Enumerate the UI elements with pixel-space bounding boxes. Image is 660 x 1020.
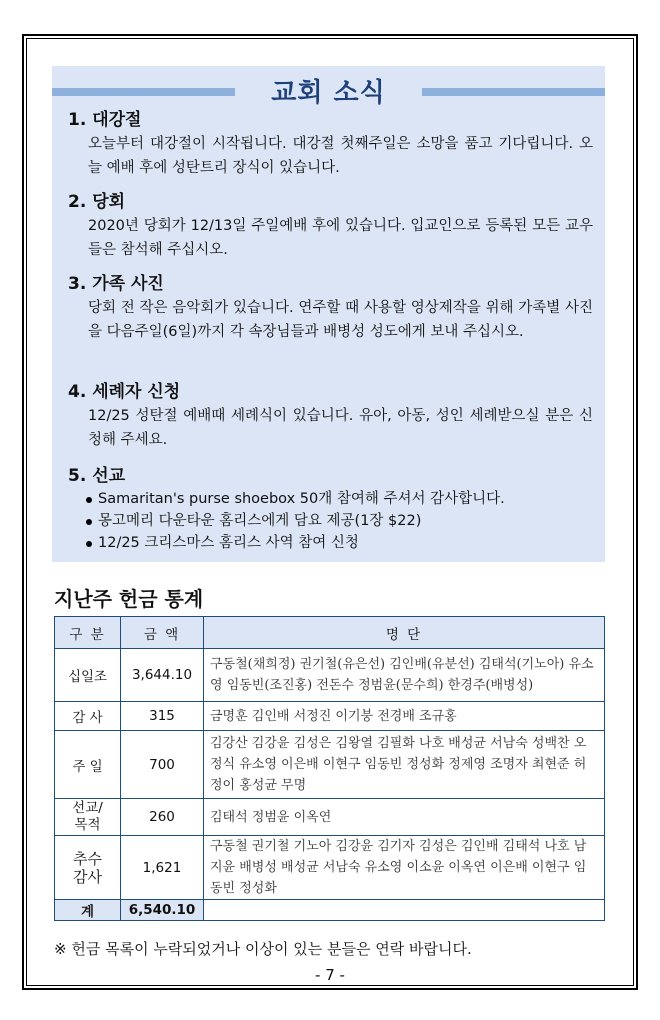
- header-category: 구 분: [55, 617, 121, 649]
- news-title: 교회 소식: [271, 78, 386, 108]
- title-bar-right: [422, 88, 605, 96]
- news-item-body: 2020년 당회가 12/13일 주일예배 후에 있습니다. 입교인으로 등록된 모든 교우들은 참석해 주십시오.: [88, 218, 593, 258]
- mission-bullet-list: [68, 488, 593, 554]
- row-amount: 260: [121, 799, 204, 836]
- row-names: 구동철(채희정) 권기철(유은선) 김인배(유분선) 김태석(기노아) 유소영 임동빈(조진홍) 전돈수 정범윤(문수희) 한경주(배병성): [204, 649, 605, 702]
- news-item-heading: 2. 당회: [68, 192, 126, 212]
- offering-table: [54, 616, 605, 921]
- row-amount: 700: [121, 731, 204, 799]
- news-title-row: [52, 66, 605, 114]
- row-category: 주 일: [55, 731, 121, 799]
- news-item-session: [68, 190, 593, 262]
- table-total-row: [55, 900, 605, 921]
- row-names: 김강산 김강윤 김성은 김왕열 김필화 나호 배성균 서남숙 성백찬 오정식 유소영 이은배 이현구 임동빈 정성화 정제영 조명자 최현준 허정이 홍성균 무명: [204, 731, 605, 799]
- row-category: 감 사: [55, 702, 121, 731]
- news-item-heading: 4. 세례자 신청: [68, 382, 181, 402]
- table-row: [55, 836, 605, 900]
- news-item-family-photo: [68, 272, 593, 344]
- table-row: [55, 731, 605, 799]
- news-item-heading: 1. 대강절: [68, 110, 142, 130]
- total-label: 계: [55, 900, 121, 921]
- table-row: [55, 702, 605, 731]
- news-item-heading: 5. 선교: [68, 466, 126, 486]
- news-item-advent: [68, 108, 593, 180]
- row-amount: 3,644.10: [121, 649, 204, 702]
- row-category: 선교/ 목적: [55, 799, 121, 836]
- row-names: 김태석 정범윤 이옥연: [204, 799, 605, 836]
- offering-table-header: [55, 617, 605, 649]
- church-news-box: [52, 66, 605, 562]
- news-item-body: 12/25 성탄절 예배때 세례식이 있습니다. 유아, 아동, 성인 세례받으실 분은 신청해 주세요.: [88, 408, 593, 448]
- row-names: 구동철 권기철 기노아 김강윤 김기자 김성은 김인배 김태석 나호 남지윤 배병성 배성균 서남숙 유소영 이소윤 이옥연 이은배 이현구 임동빈 정성화: [204, 836, 605, 900]
- table-row: [55, 649, 605, 702]
- mission-bullet: 12/25 크리스마스 홈리스 사역 참여 신청: [68, 532, 593, 554]
- total-empty-cell: [204, 900, 605, 921]
- news-item-baptism: [68, 380, 593, 452]
- news-item-body: 당회 전 작은 음악회가 있습니다. 연주할 때 사용할 영상제작을 위해 가족별 사진을 다음주일(6일)까지 각 속장님들과 배병성 성도에게 보내 주십시오.: [88, 300, 593, 340]
- row-category: 십일조: [55, 649, 121, 702]
- row-amount: 1,621: [121, 836, 204, 900]
- total-amount: 6,540.10: [121, 900, 204, 921]
- page-number: - 7 -: [315, 966, 345, 984]
- offering-stats-title: 지난주 헌금 통계: [54, 587, 204, 611]
- table-row: [55, 799, 605, 836]
- row-amount: 315: [121, 702, 204, 731]
- header-names: 명 단: [204, 617, 605, 649]
- news-item-heading: 3. 가족 사진: [68, 274, 164, 294]
- row-names: 금명훈 김인배 서정진 이기붕 전경배 조규홍: [204, 702, 605, 731]
- mission-bullet: Samaritan's purse shoebox 50개 참여해 주셔서 감사합니다.: [68, 488, 593, 510]
- news-item-mission: [68, 464, 593, 554]
- row-category: 추수 감사: [55, 836, 121, 900]
- news-item-body: 오늘부터 대강절이 시작됩니다. 대강절 첫째주일은 소망을 품고 기다립니다. 오늘 예배 후에 성탄트리 장식이 있습니다.: [88, 136, 593, 176]
- offering-note: ※ 헌금 목록이 누락되었거나 이상이 있는 분들은 연락 바랍니다.: [54, 940, 472, 958]
- title-bar-left: [52, 88, 235, 96]
- mission-bullet: 몽고메리 다운타운 홈리스에게 담요 제공(1장 $22): [68, 510, 593, 532]
- header-amount: 금 액: [121, 617, 204, 649]
